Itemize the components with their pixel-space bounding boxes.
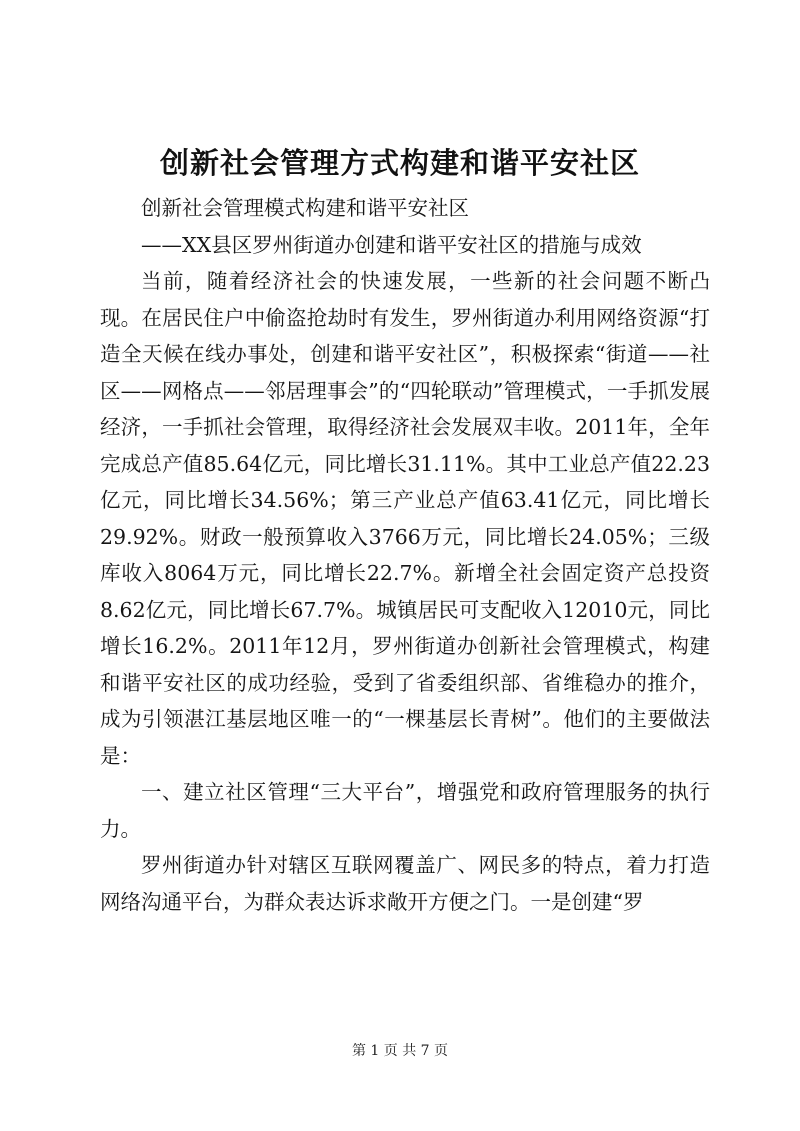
body-paragraph: 当前，随着经济社会的快速发展，一些新的社会问题不断凸现。在居民住户中偷盗抢劫时有发生，罗州街道办利用网络资源“打造全天候在线办事处，创建和谐平安社区”，积极探索“街道——社区——网格点——邻居理事会”的“四轮联动”管理模式，一手抓发展经济，一手抓社会管理，取得经济社会发展双丰收。2011年，全年完成总产值85.64亿元，同比增长31.11%。其中工业总产值22.23亿元，同比增长34.56%；第三产业总产值63.41亿元，同比增长29.92%。财政一般预算收入3766万元，同比增长24.05%；三级库收入8064万元，同比增长22.7%。新增全社会固定资产总投资8.62亿元，同比增长67.7%。城镇居民可支配收入12010元，同比增长16.2%。2011年12月，罗州街道办创新社会管理模式，构建和谐平安社区的成功经验，受到了省委组织部、省维稳办的推介，成为引领湛江基层地区唯一的“一棵基层长青树”。他们的主要做法是： xyxy=(100,269,710,768)
document-title: 创新社会管理方式构建和谐平安社区 xyxy=(159,146,640,180)
section-heading-paragraph: 一、建立社区管理“三大平台”，增强党和政府管理服务的执行力。 xyxy=(100,780,710,841)
page-number-footer: 第 1 页 共 7 页 xyxy=(351,1043,449,1059)
document-body xyxy=(100,190,710,920)
subtitle-paragraph: 创新社会管理模式构建和谐平安社区 xyxy=(141,196,469,220)
subtitle-byline-paragraph: ——XX县区罗州街道办创建和谐平安社区的措施与成效 xyxy=(141,232,642,257)
body-paragraph: 罗州街道办针对辖区互联网覆盖广、网民多的特点，着力打造网络沟通平台，为群众表达诉求敞开方便之门。一是创建“罗 xyxy=(100,853,710,914)
